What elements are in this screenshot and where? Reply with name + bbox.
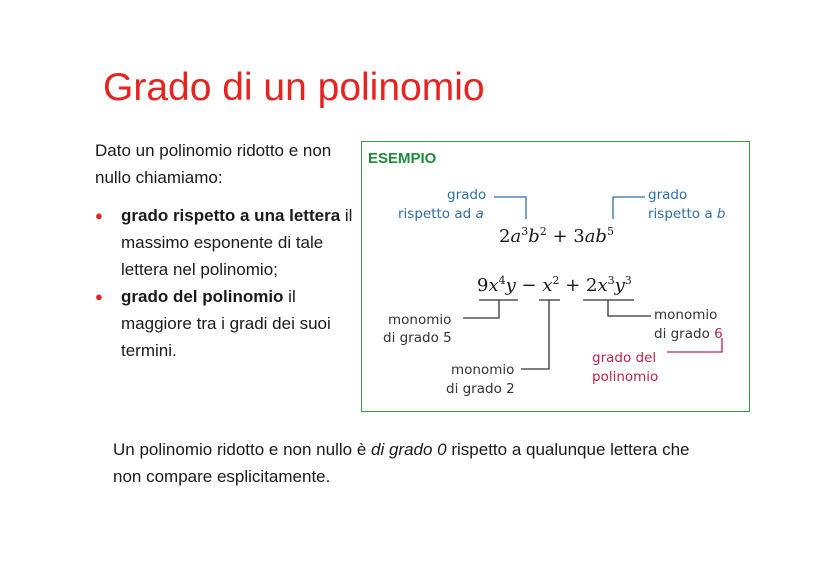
label-monomio5-line1: monomio: [388, 312, 452, 328]
definition-degree-letter: il massimo esponente di tale lettera nel polinomio;: [121, 206, 353, 279]
label-monomio2-line1: monomio: [451, 362, 515, 378]
connector-grado-b: [613, 197, 645, 219]
footer-part2: rispetto a qualunque lettera che non compare esplicitamente.: [113, 440, 690, 486]
connector-grado-a: [494, 197, 526, 219]
expression-2: $9x^4y - x^2 + 2x^3y^3$: [477, 274, 632, 296]
term-degree-letter: grado rispetto a una lettera: [121, 206, 341, 225]
label-grado-a-prefix: rispetto ad: [398, 206, 476, 222]
label-monomio6-line1: monomio: [654, 307, 718, 323]
term-degree-polynomial: grado del polinomio: [121, 287, 284, 306]
label-grado-b-var: b: [716, 206, 726, 222]
label-monomio5-line2: di grado 5: [383, 330, 452, 346]
expression-1: $2a^3b^2 + 3ab^5$: [499, 225, 614, 247]
label-monomio6-prefix: di grado: [654, 326, 715, 342]
label-grado-pol-line1: grado del: [592, 350, 657, 366]
page-title: Grado di un polinomio: [103, 66, 485, 109]
example-heading: ESEMPIO: [368, 150, 437, 167]
label-grado-a-var: a: [475, 206, 484, 222]
label-monomio6-num: 6: [714, 326, 723, 342]
bullet-dot-icon: ●: [95, 208, 103, 223]
bullet-dot-icon: ●: [95, 289, 103, 304]
footer-part1: Un polinomio ridotto e non nullo è: [113, 440, 371, 459]
label-monomio2-line2: di grado 2: [446, 381, 515, 397]
label-monomio6-line2: [654, 325, 723, 344]
label-grado-a-line2: [398, 205, 484, 224]
label-grado-a-line1: grado: [447, 187, 487, 203]
connector-monomio2: [521, 300, 549, 369]
footer-italic: di grado 0: [371, 440, 447, 459]
connector-monomio6: [608, 300, 651, 316]
label-grado-b-line2: [648, 205, 726, 224]
label-grado-pol-line2: polinomio: [592, 369, 659, 385]
footer-note: [113, 436, 713, 490]
intro-text: Dato un polinomio ridotto e non nullo chiamiamo:: [95, 141, 332, 187]
definition-degree-polynomial: il maggiore tra i gradi dei suoi termini.: [121, 287, 331, 360]
label-grado-b-prefix: rispetto a: [648, 206, 717, 222]
label-grado-b-line1: grado: [648, 187, 688, 203]
connector-monomio5: [463, 300, 499, 318]
